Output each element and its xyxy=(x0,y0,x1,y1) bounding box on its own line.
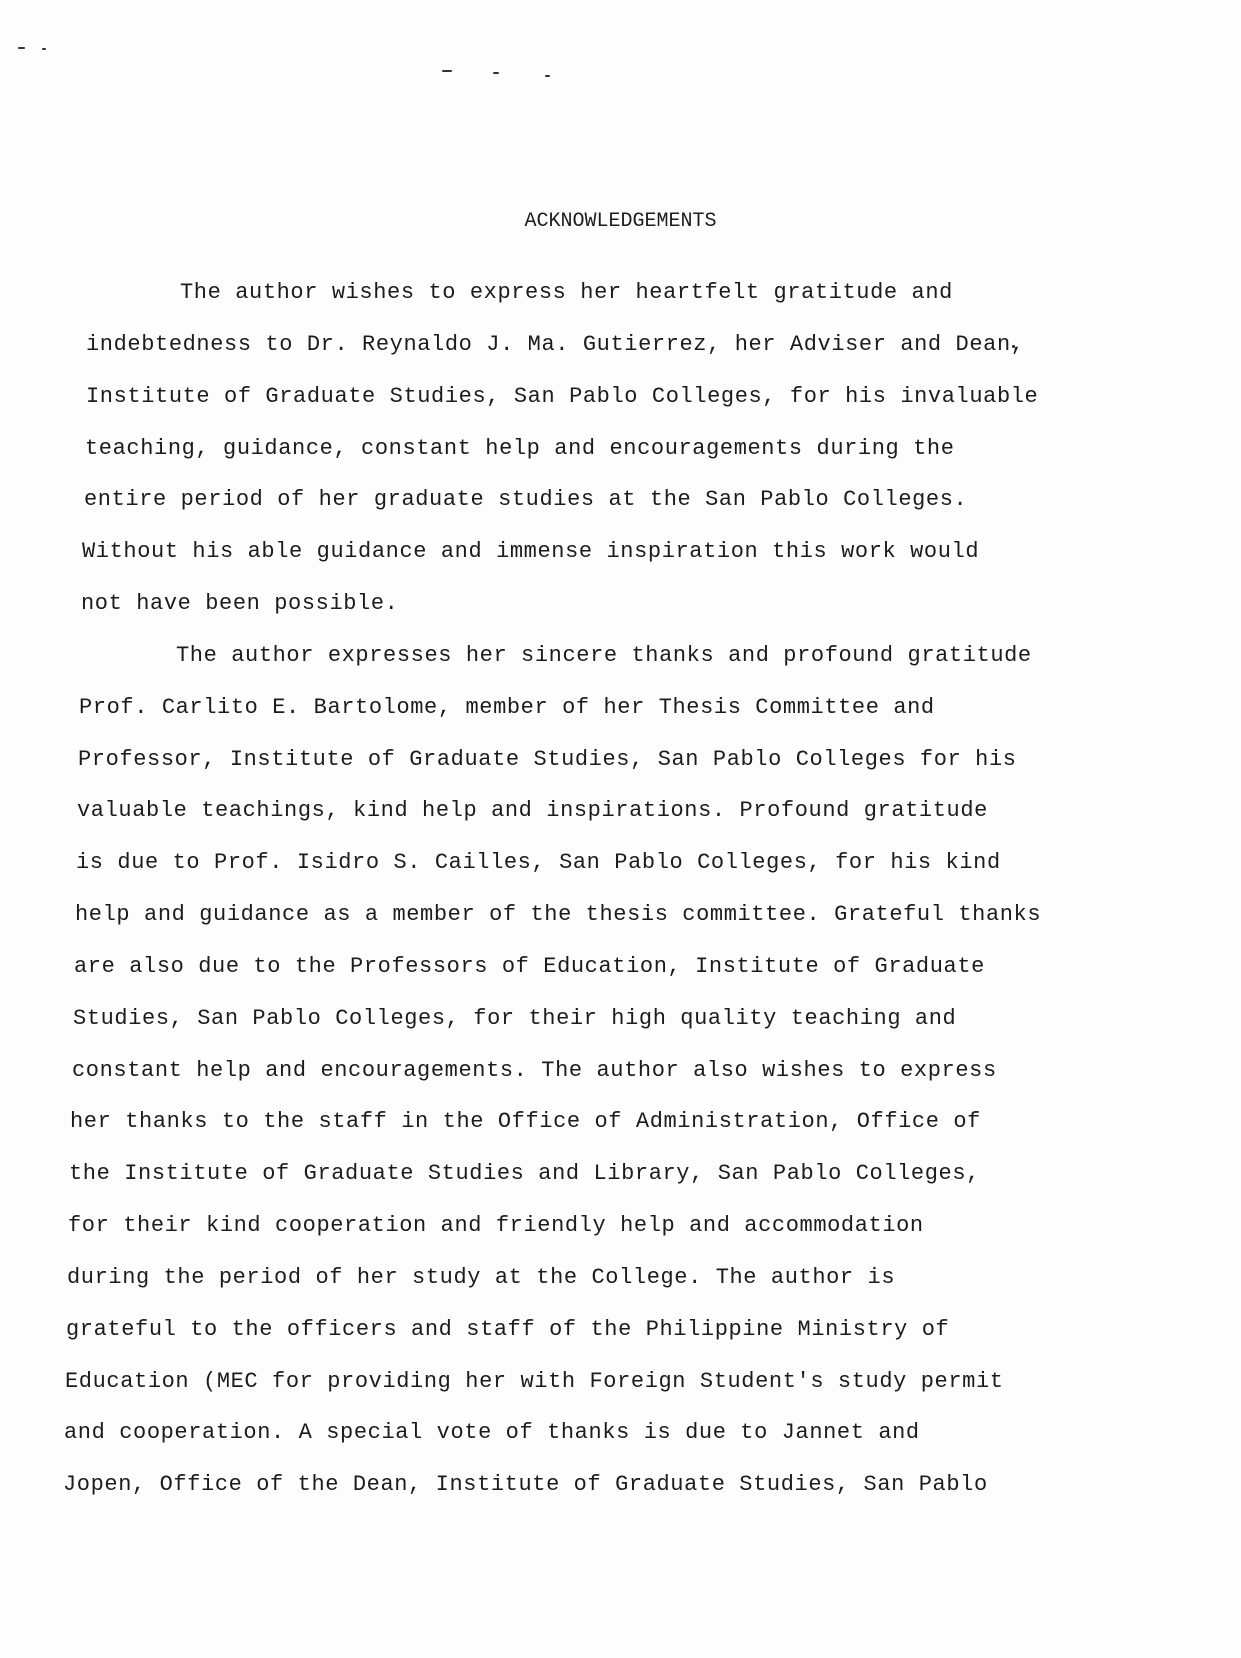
text-line: grateful to the officers and staff of the Philippine Ministry of xyxy=(66,1317,950,1342)
text-line: Jopen, Office of the Dean, Institute of Graduate Studies, San Pablo xyxy=(63,1472,988,1497)
text-line: indebtedness to Dr. Reynaldo J. Ma. Gutierrez, her Adviser and Dean, xyxy=(86,332,1025,357)
text-line: the Institute of Graduate Studies and Library, San Pablo Colleges, xyxy=(69,1161,980,1186)
text-line: The author expresses her sincere thanks and profound gratitude xyxy=(176,643,1032,668)
text-line: Institute of Graduate Studies, San Pablo Colleges, for his invaluable xyxy=(86,384,1039,409)
page-title xyxy=(0,210,1241,233)
text-line: her thanks to the staff in the Office of Administration, Office of xyxy=(70,1109,981,1134)
text-line: teaching, guidance, constant help and encouragements during the xyxy=(85,436,955,461)
text-line: for their kind cooperation and friendly help and accommodation xyxy=(68,1213,924,1238)
text-line: valuable teachings, kind help and inspirations. Profound gratitude xyxy=(77,798,988,823)
text-line: Professor, Institute of Graduate Studies, San Pablo Colleges for his xyxy=(78,747,1017,772)
text-line: The author wishes to express her heartfelt gratitude and xyxy=(180,280,953,305)
title-text: ACKNOWLEDGEMENTS xyxy=(524,210,717,233)
text-line: are also due to the Professors of Education, Institute of Graduate xyxy=(74,954,985,979)
scan-speck xyxy=(493,72,499,74)
text-line: constant help and encouragements. The author also wishes to express xyxy=(72,1058,997,1083)
text-line: help and guidance as a member of the thesis committee. Grateful thanks xyxy=(75,902,1042,927)
text-line: is due to Prof. Isidro S. Cailles, San Pablo Colleges, for his kind xyxy=(76,850,1001,875)
text-line: Studies, San Pablo Colleges, for their high quality teaching and xyxy=(73,1006,957,1031)
text-line: and cooperation. A special vote of thanks is due to Jannet and xyxy=(64,1420,920,1445)
text-line: entire period of her graduate studies at the San Pablo Colleges. xyxy=(84,487,968,512)
text-line: Without his able guidance and immense inspiration this work would xyxy=(82,539,980,564)
scan-speck xyxy=(42,48,46,50)
scan-speck xyxy=(442,70,452,72)
scan-speck xyxy=(545,75,550,77)
text-line: during the period of her study at the College. The author is xyxy=(67,1265,896,1290)
text-line: not have been possible. xyxy=(81,591,399,616)
text-line: Education (MEC for providing her with Foreign Student's study permit xyxy=(65,1369,1004,1394)
text-line: Prof. Carlito E. Bartolome, member of her Thesis Committee and xyxy=(79,695,935,720)
scan-speck xyxy=(18,47,25,49)
